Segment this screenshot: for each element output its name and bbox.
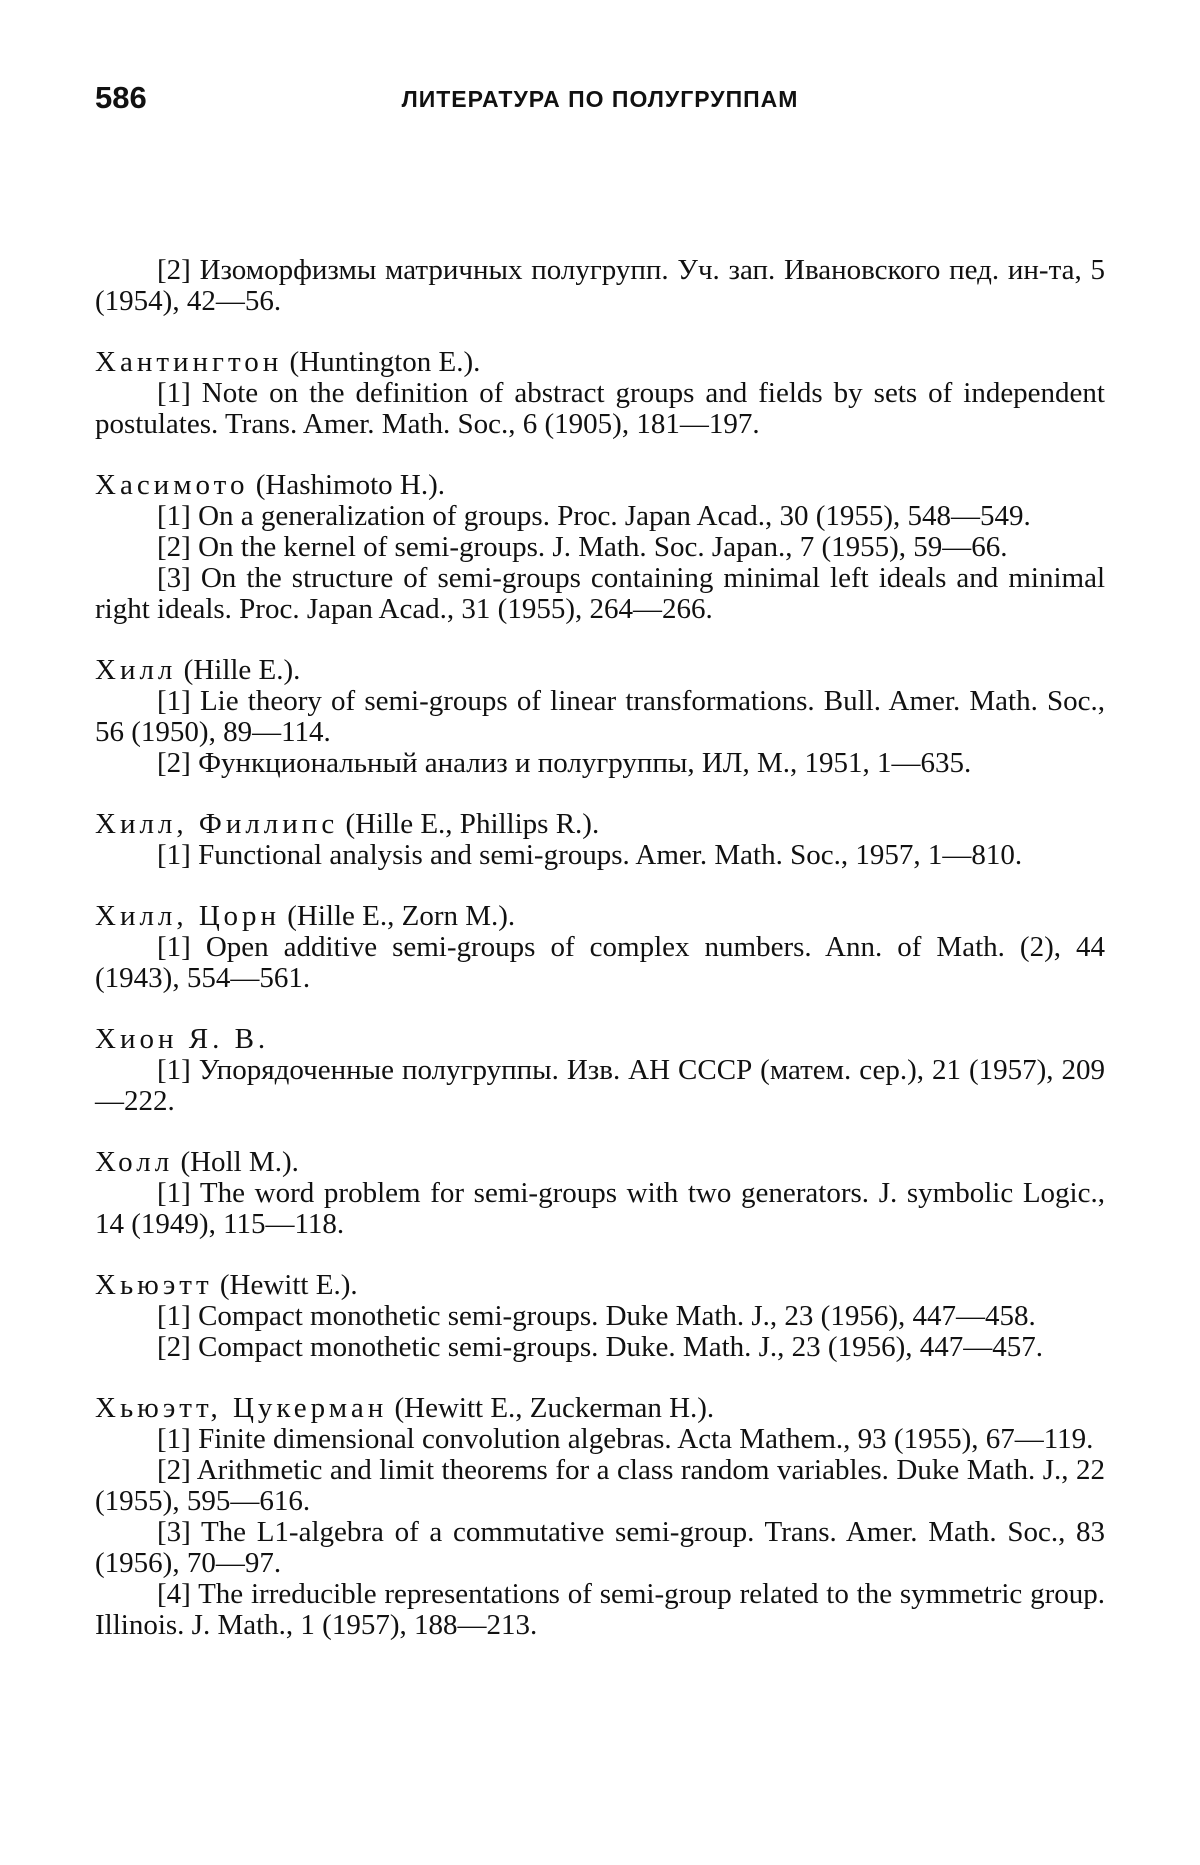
reference-entry: [2] Arithmetic and limit theorems for a class random variables. Duke Math. J., 22 (1955), 595—616.	[95, 1454, 1105, 1517]
author-latin-name: (Holl M.).	[180, 1146, 299, 1178]
reference-entry: [2] Изоморфизмы матричных полугрупп. Уч. зап. Ивановского пед. ин-та, 5 (1954), 42—56.	[95, 254, 1105, 317]
author-latin-name: (Hewitt E., Zuckerman H.).	[394, 1392, 715, 1424]
author-heading	[95, 655, 1105, 686]
reference-entry: [2] Функциональный анализ и полугруппы, ИЛ, М., 1951, 1—635.	[157, 747, 972, 779]
author-name: Холл	[95, 1146, 174, 1178]
author-name: Хьюэтт	[95, 1269, 213, 1301]
author-latin-name: (Hille E., Zorn M.).	[287, 900, 516, 932]
reference-entry: [3] The L1-algebra of a commutative semi-group. Trans. Amer. Math. Soc., 83 (1956), 70—97.	[95, 1516, 1105, 1579]
author-name: Хилл, Цорн	[95, 900, 280, 932]
reference-entry: [2] On the kernel of semi-groups. J. Math. Soc. Japan., 7 (1955), 59—66.	[157, 531, 1008, 563]
author-heading	[95, 470, 1105, 501]
reference-entry: [1] The word problem for semi-groups with two generators. J. symbolic Logic., 14 (1949), 115—118.	[95, 1177, 1105, 1240]
author-block	[95, 470, 1105, 625]
page-number: 586	[95, 80, 147, 115]
author-block	[95, 1024, 1105, 1117]
author-name: Хион Я. В.	[95, 1023, 270, 1055]
author-name: Хьюэтт, Цукерман	[95, 1392, 388, 1424]
author-block	[95, 1393, 1105, 1641]
reference-entry: [1] Note on the definition of abstract groups and fields by sets of independent postulates. Trans. Amer. Math. Soc., 6 (1905), 181—197.	[95, 377, 1105, 440]
reference-entry: [1] Open additive semi-groups of complex numbers. Ann. of Math. (2), 44 (1943), 554—561.	[95, 931, 1105, 994]
reference-entry: [1] Finite dimensional convolution algebras. Acta Mathem., 93 (1955), 67—119.	[157, 1423, 1094, 1455]
reference-entry: [2] Compact monothetic semi-groups. Duke. Math. J., 23 (1956), 447—457.	[157, 1331, 1043, 1363]
author-block	[95, 809, 1105, 871]
reference-entry: [1] Compact monothetic semi-groups. Duke Math. J., 23 (1956), 447—458.	[157, 1300, 1036, 1332]
author-latin-name: (Huntington E.).	[289, 346, 481, 378]
author-block	[95, 1147, 1105, 1240]
author-name: Хантингтон	[95, 346, 283, 378]
author-heading	[95, 809, 1105, 840]
author-block	[95, 347, 1105, 440]
author-block	[95, 655, 1105, 779]
author-block	[95, 901, 1105, 994]
running-title: ЛИТЕРАТУРА ПО ПОЛУГРУППАМ	[401, 86, 799, 112]
author-heading	[95, 1393, 1105, 1424]
author-block	[95, 1270, 1105, 1363]
reference-entry: [1] Functional analysis and semi-groups. Amer. Math. Soc., 1957, 1—810.	[157, 839, 1023, 871]
bibliography	[95, 255, 1105, 1641]
author-latin-name: (Hille E.).	[183, 654, 301, 686]
author-heading	[95, 347, 1105, 378]
reference-entry: [1] Упорядоченные полугруппы. Изв. АН СССР (матем. сер.), 21 (1957), 209—222.	[95, 1054, 1105, 1117]
author-heading	[95, 1024, 1105, 1055]
author-latin-name: (Hewitt E.).	[219, 1269, 358, 1301]
reference-entry: [3] On the structure of semi-groups containing minimal left ideals and minimal right ideals. Proc. Japan Acad., 31 (1955), 264—266.	[95, 562, 1105, 625]
author-name: Хилл, Филлипс	[95, 808, 339, 840]
author-latin-name: (Hashimoto H.).	[255, 469, 445, 501]
reference-entry: [1] On a generalization of groups. Proc. Japan Acad., 30 (1955), 548—549.	[157, 500, 1031, 532]
reference-entry: [1] Lie theory of semi-groups of linear transformations. Bull. Amer. Math. Soc., 56 (1950), 89—114.	[95, 685, 1105, 748]
author-name: Хилл	[95, 654, 177, 686]
reference-entry: [4] The irreducible representations of semi-group related to the symmetric group. Illinois. J. Math., 1 (1957), 188—213.	[95, 1578, 1105, 1641]
author-heading	[95, 1270, 1105, 1301]
author-latin-name: (Hille E., Phillips R.).	[345, 808, 600, 840]
author-name: Хасимото	[95, 469, 249, 501]
page-header	[95, 80, 1105, 140]
author-heading	[95, 901, 1105, 932]
author-heading	[95, 1147, 1105, 1178]
